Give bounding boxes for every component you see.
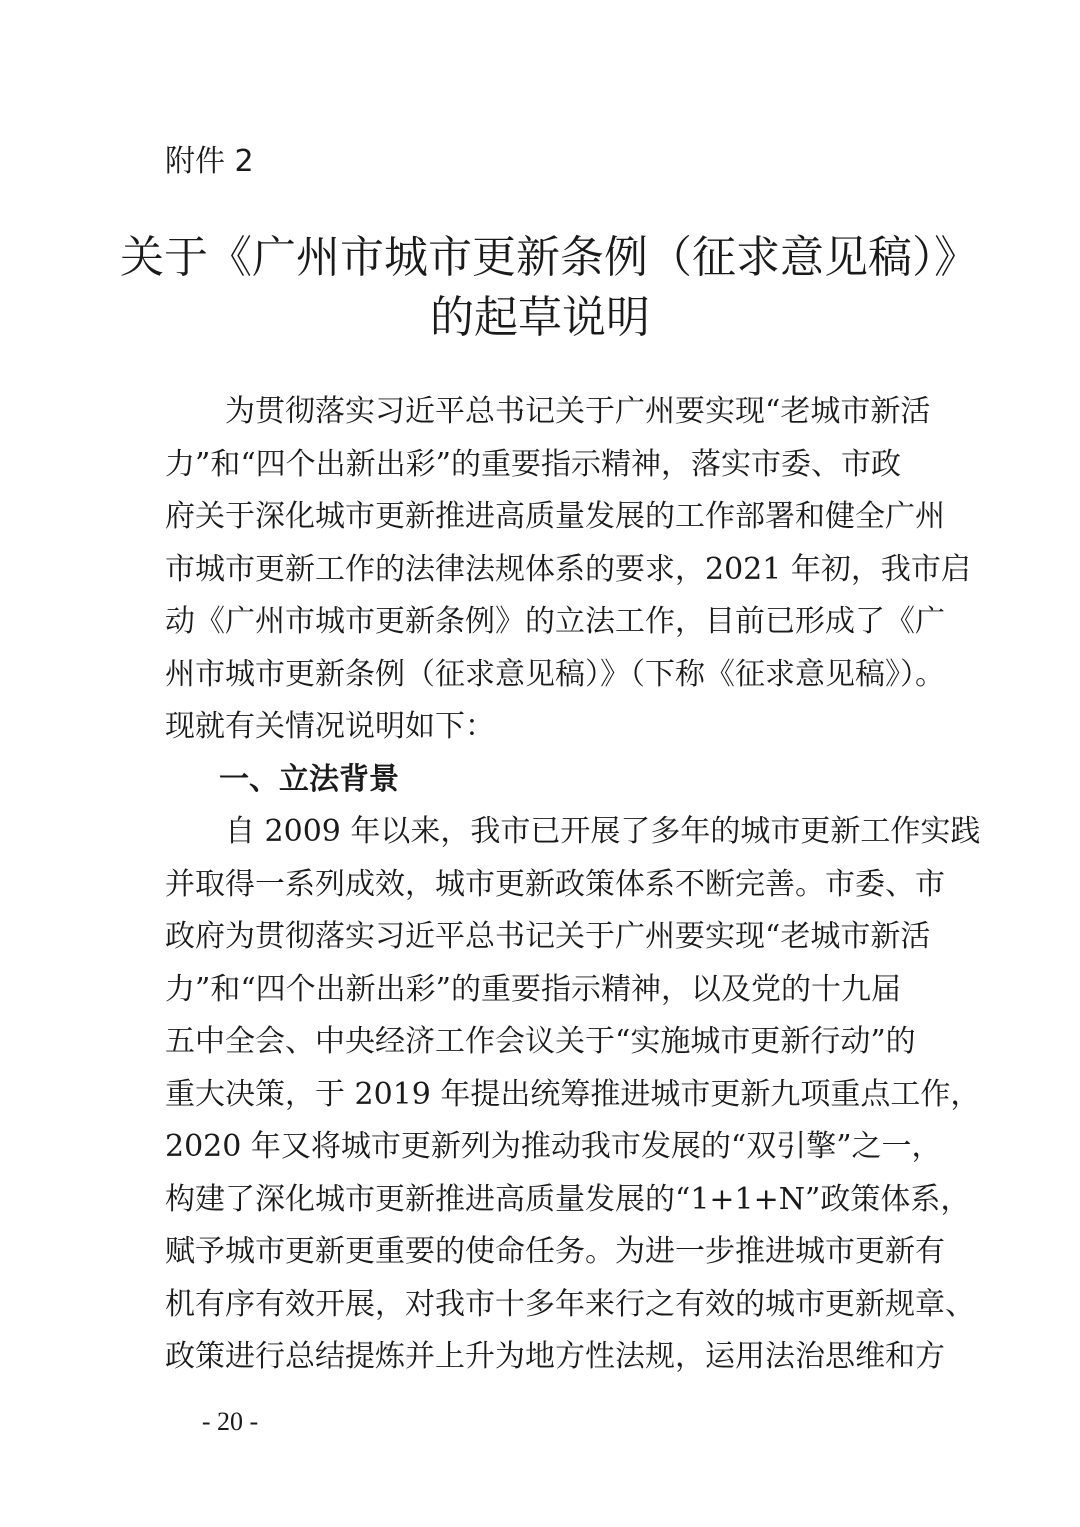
intro-line: 动《广州市城市更新条例》的立法工作，目前已形成了《广 [165,604,945,639]
section-heading-legislative-background: 一、立法背景 [219,761,399,797]
section-line: 并取得一系列成效，城市更新政策体系不断完善。市委、市 [165,866,945,902]
document-title [120,228,978,348]
section-line: 力”和“四个出新出彩”的重要指示精神，以及党的十九届 [165,971,902,1007]
section-line: 政府为贯彻落实习近平总书记关于广州要实现“老城市新活 [165,919,931,954]
section-line: 重大决策，于 2019 年提出统筹推进城市更新九项重点工作， [165,1076,981,1112]
section-line: 赋予城市更新更重要的使命任务。为进一步推进城市更新有 [165,1234,945,1269]
section-line: 机有序有效开展，对我市十多年来行之有效的城市更新规章、 [165,1286,975,1322]
intro-line: 府关于深化城市更新推进高质量发展的工作部署和健全广州 [165,499,945,534]
intro-line: 为贯彻落实习近平总书记关于广州要实现“老城市新活 [225,394,931,429]
intro-line: 市城市更新工作的法律法规体系的要求，2021 年初，我市启 [165,551,971,587]
title-line-2: 的起草说明 [430,292,650,343]
page-number: - 20 - [201,1407,259,1436]
intro-line: 州市城市更新条例（征求意见稿）》（下称《征求意见稿》）。 [165,656,945,692]
intro-line: 力”和“四个出新出彩”的重要指示精神，落实市委、市政 [165,446,902,482]
section-line: 五中全会、中央经济工作会议关于“实施城市更新行动”的 [165,1024,916,1059]
section-line: 构建了深化城市更新推进高质量发展的“1+1+N”政策体系， [165,1181,971,1217]
section-line: 政策进行总结提炼并上升为地方性法规，运用法治思维和方 [165,1339,945,1374]
attachment-label: 附件 2 [165,144,254,179]
title-line-1: 关于《广州市城市更新条例（征求意见稿）》 [120,232,978,283]
intro-line: 现就有关情况说明如下： [165,709,495,744]
section-line: 2020 年又将城市更新列为推动我市发展的“双引擎”之一， [165,1129,942,1164]
section-line: 自 2009 年以来，我市已开展了多年的城市更新工作实践 [225,814,981,849]
document-body [165,386,981,1384]
